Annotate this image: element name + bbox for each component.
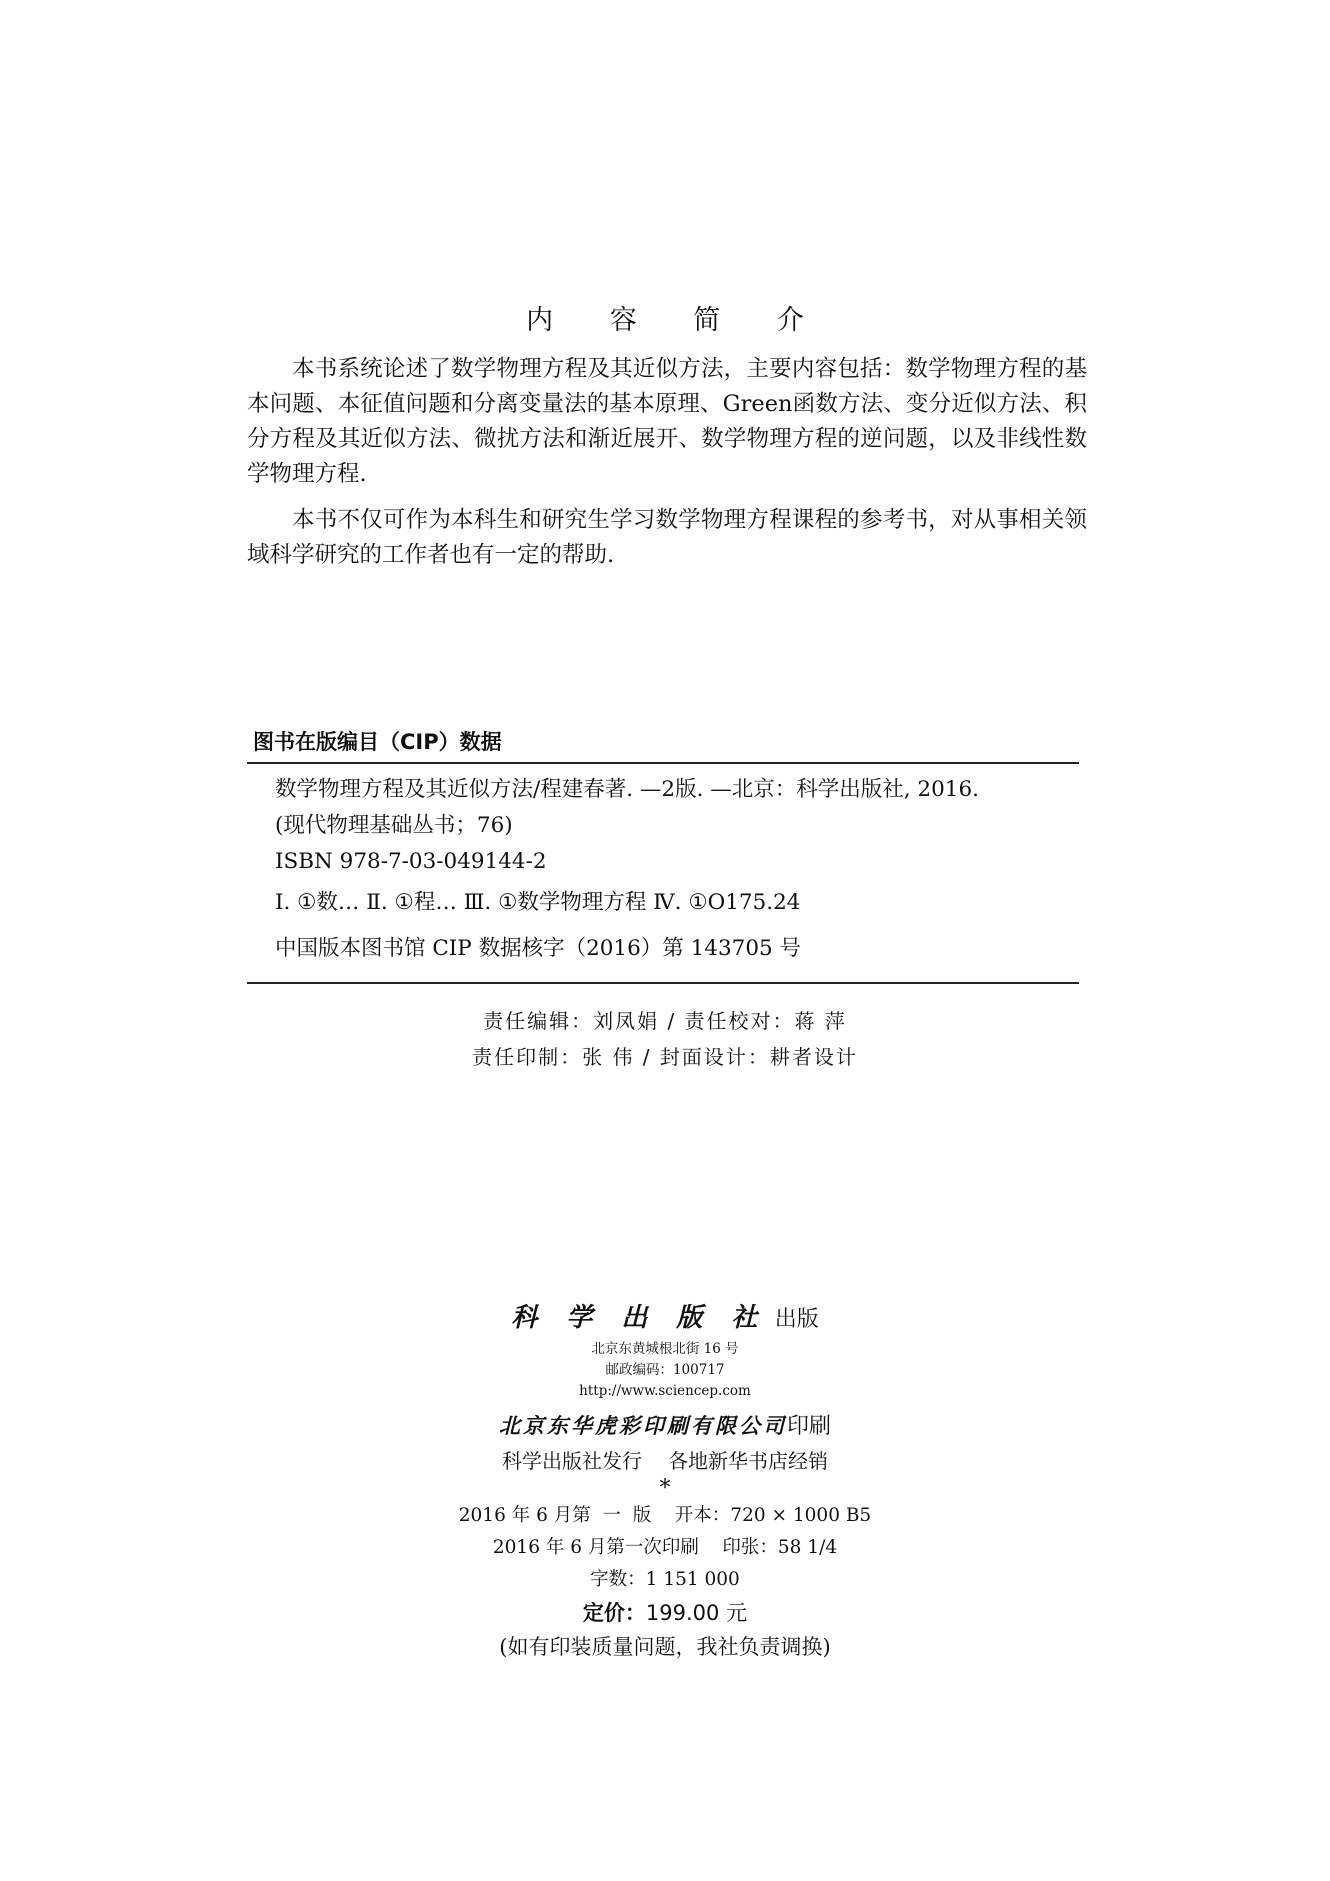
printing-line: 2016 年 6 月第一次印刷 印张：58 1/4 (492, 1537, 838, 1558)
publisher-website: http://www.sciencep.com (579, 1383, 751, 1399)
printer-suffix: 印刷 (786, 1414, 831, 1439)
cip-heading: 图书在版编目（CIP）数据 (253, 730, 502, 754)
editorial-credits (0, 1003, 1330, 1075)
cip-series-line: (现代物理基础丛书；76) (275, 813, 513, 838)
distribution-line (0, 1444, 1330, 1478)
printer-name: 北京东华虎彩印刷有限公司 (498, 1413, 787, 1438)
publisher-logo: 科 学 出 版 社 (511, 1303, 768, 1333)
cip-record-number: 中国版本图书馆 CIP 数据核字（2016）第 143705 号 (275, 936, 802, 961)
cip-top-rule (247, 762, 1079, 764)
credits-line: 责任编辑：刘凤娟 / 责任校对：蒋 萍 (483, 1009, 847, 1033)
retailer: 各地新华书店经销 (668, 1449, 828, 1473)
credits-line: 责任印制：张 伟 / 封面设计：耕者设计 (472, 1045, 858, 1069)
publisher-address: 北京东黄城根北街 16 号 (591, 1341, 739, 1357)
publisher-suffix: 出版 (774, 1307, 819, 1332)
summary-paragraph: 本书不仅可作为本科生和研究生学习数学物理方程课程的参考书，对从事相关领域科学研究的工作者也有一定的帮助. (247, 507, 1087, 568)
publisher-line (0, 1297, 1330, 1339)
distributor: 科学出版社发行 (502, 1449, 642, 1473)
imprint (0, 1297, 1330, 1664)
cip-isbn: ISBN 978-7-03-049144-2 (275, 849, 547, 874)
quality-notice: (如有印装质量问题，我社负责调换) (499, 1635, 831, 1659)
price-label: 定价： (582, 1601, 646, 1625)
price (0, 1596, 1330, 1630)
cip-bottom-rule (247, 982, 1079, 984)
cip-title-line: 数学物理方程及其近似方法/程建春著. —2版. —北京：科学出版社, 2016. (275, 777, 979, 802)
publisher-postcode: 邮政编码：100717 (605, 1362, 725, 1378)
summary-title: 内 容 简 介 (526, 305, 828, 336)
word-count: 字数：1 151 000 (590, 1569, 740, 1590)
summary-body (247, 352, 1087, 584)
cip-record (275, 772, 1075, 972)
separator-star: * (659, 1476, 671, 1501)
summary-paragraph: 本书系统论述了数学物理方程及其近似方法，主要内容包括：数学物理方程的基本问题、本征值问题和分离变量法的基本原理、Green函数方法、变分近似方法、积分方程及其近似方法、微扰方法和渐近展开、数学物理方程的逆问题，以及非线性数学物理方程. (247, 356, 1087, 487)
printer-line (0, 1408, 1330, 1444)
cip-classification: Ⅰ. ①数… Ⅱ. ①程… Ⅲ. ①数学物理方程 Ⅳ. ①O175.24 (275, 890, 801, 915)
price-value: 199.00 元 (645, 1601, 748, 1625)
edition-line: 2016 年 6 月第 一 版 开本：720 × 1000 B5 (458, 1505, 872, 1526)
